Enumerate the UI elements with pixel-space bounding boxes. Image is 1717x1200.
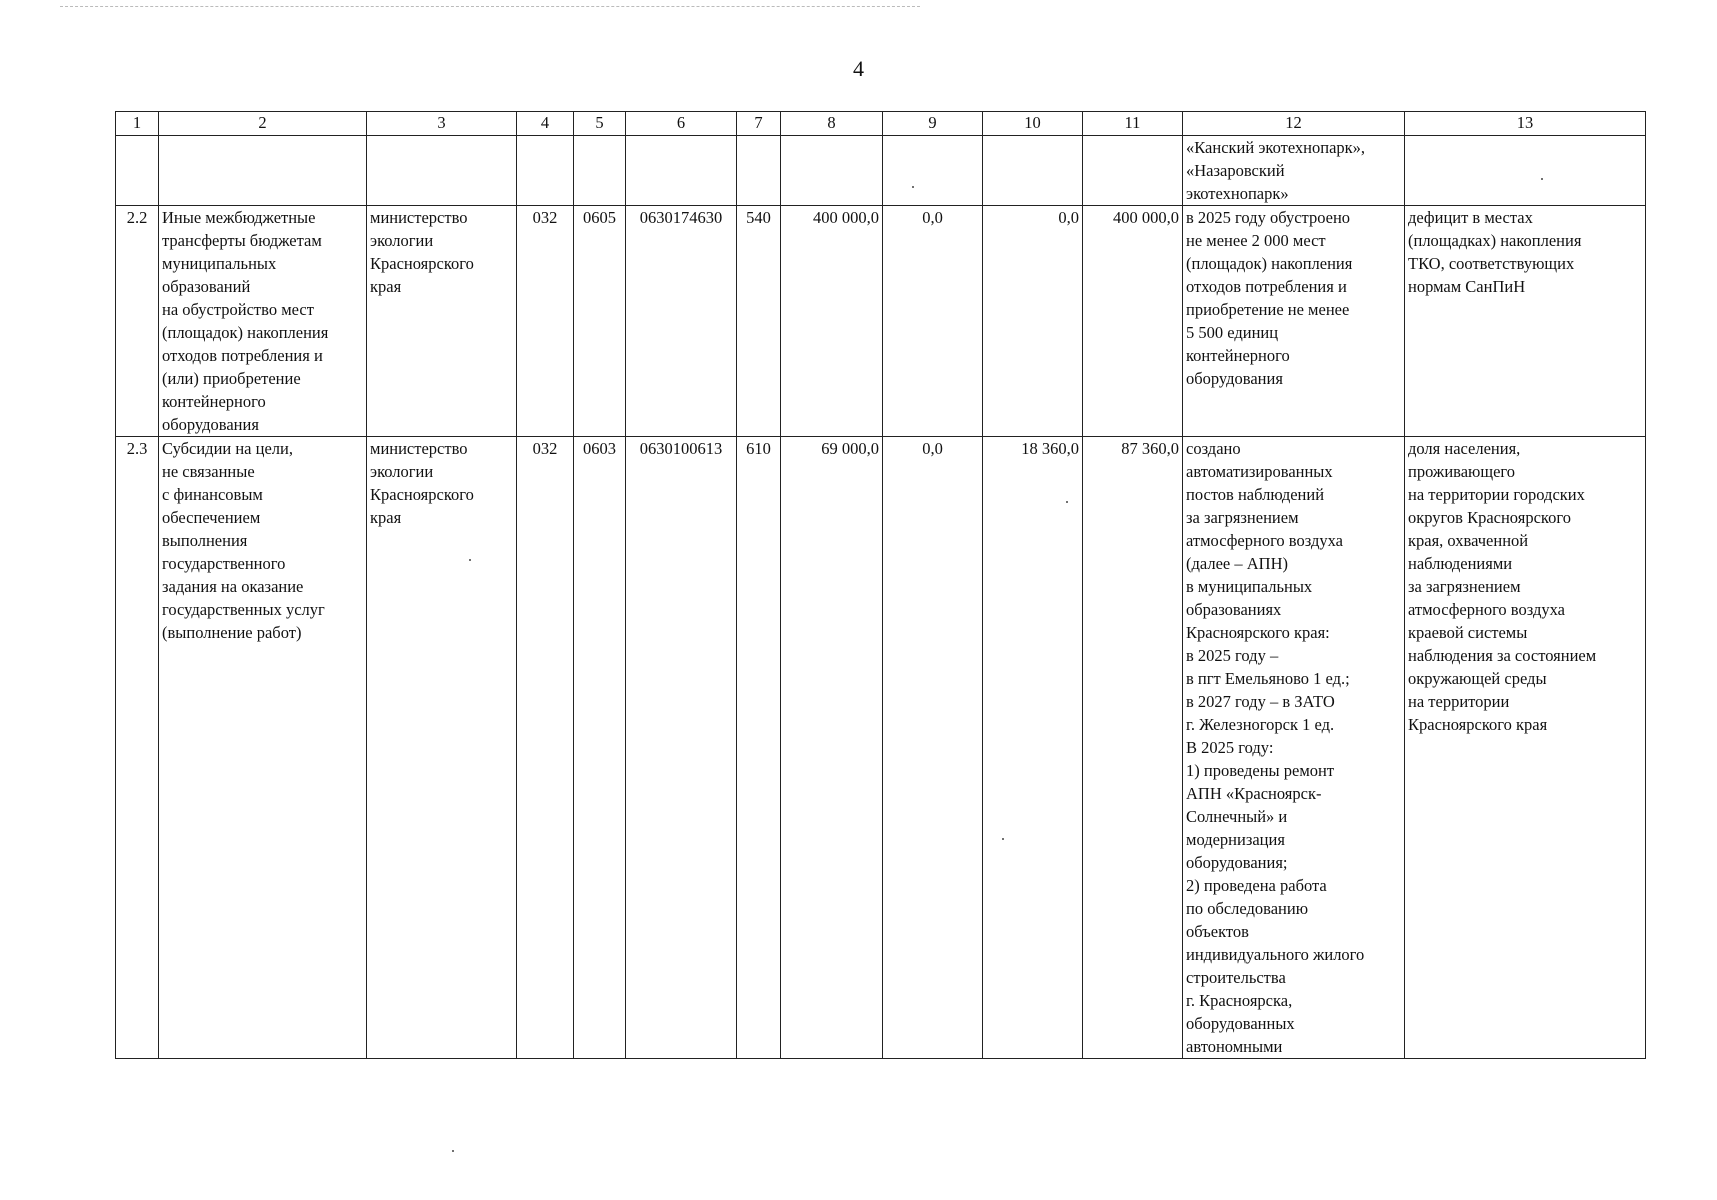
cell-result: создано автоматизированных постов наблюдений за загрязнением атмосферного воздуха (далее – АПН) в муниципальных образованиях Красноярского края: в 2025 году – в пгт Емельяново 1 ед.; в 2027 году – в ЗАТО г. Железногорск 1 ед. В 2025 году: 1) проведены ремонт АПН «Красноярск- Солнечный» и модернизация оборудования; 2) проведена работа по обследованию объектов индивидуального жилого строительства г. Красноярска, оборудованных автономными — [1183, 437, 1405, 1059]
scan-speck — [469, 559, 471, 561]
table-header-row — [116, 112, 1646, 136]
cell-justification: дефицит в местах (площадках) накопления ТКО, соответствующих нормам СанПиН — [1405, 206, 1646, 437]
cell-amount-2027: 0,0 — [983, 206, 1083, 437]
scan-top-rule — [60, 6, 920, 7]
column-header: 13 — [1405, 112, 1646, 136]
budget-table — [115, 111, 1646, 1059]
column-header: 3 — [367, 112, 517, 136]
column-header: 6 — [626, 112, 737, 136]
cell-amount-2026 — [883, 136, 983, 206]
cell-amount-2025: 69 000,0 — [781, 437, 883, 1059]
cell-grbs: 032 — [517, 437, 574, 1059]
scan-speck — [452, 1150, 454, 1152]
column-header: 11 — [1083, 112, 1183, 136]
cell-rzpr: 0603 — [574, 437, 626, 1059]
cell-vr — [737, 136, 781, 206]
column-header: 4 — [517, 112, 574, 136]
cell-amount-total: 400 000,0 — [1083, 206, 1183, 437]
cell-justification: доля населения, проживающего на территории городских округов Красноярского края, охваченной наблюдениями за загрязнением атмосферного воздуха краевой системы наблюдения за состоянием окружающей среды на территории Красноярского края — [1405, 437, 1646, 1059]
scan-speck — [1002, 838, 1004, 840]
scan-speck — [912, 186, 914, 188]
cell-administrator: министерство экологии Красноярского края — [367, 437, 517, 1059]
cell-amount-2027: 18 360,0 — [983, 437, 1083, 1059]
cell-result: в 2025 году обустроено не менее 2 000 мест (площадок) накопления отходов потребления и приобретение не менее 5 500 единиц контейнерного оборудования — [1183, 206, 1405, 437]
cell-amount-2025: 400 000,0 — [781, 206, 883, 437]
cell-csr: 0630174630 — [626, 206, 737, 437]
column-header: 7 — [737, 112, 781, 136]
cell-csr: 0630100613 — [626, 437, 737, 1059]
scan-speck — [1066, 501, 1068, 503]
cell-amount-2026: 0,0 — [883, 437, 983, 1059]
cell-name: Иные межбюджетные трансферты бюджетам муниципальных образований на обустройство мест (площадок) накопления отходов потребления и (или) приобретение контейнерного оборудования — [159, 206, 367, 437]
table-row — [116, 437, 1646, 1059]
cell-grbs: 032 — [517, 206, 574, 437]
cell-index: 2.3 — [116, 437, 159, 1059]
column-header: 12 — [1183, 112, 1405, 136]
cell-rzpr — [574, 136, 626, 206]
column-header: 2 — [159, 112, 367, 136]
cell-justification — [1405, 136, 1646, 206]
cell-result: «Канский экотехнопарк», «Назаровский экотехнопарк» — [1183, 136, 1405, 206]
cell-rzpr: 0605 — [574, 206, 626, 437]
cell-index — [116, 136, 159, 206]
column-header: 5 — [574, 112, 626, 136]
table-row — [116, 136, 1646, 206]
cell-name — [159, 136, 367, 206]
cell-csr — [626, 136, 737, 206]
cell-administrator — [367, 136, 517, 206]
cell-amount-total: 87 360,0 — [1083, 437, 1183, 1059]
cell-amount-2027 — [983, 136, 1083, 206]
cell-name: Субсидии на цели, не связанные с финансовым обеспечением выполнения государственного задания на оказание государственных услуг (выполнение работ) — [159, 437, 367, 1059]
cell-vr: 540 — [737, 206, 781, 437]
cell-index: 2.2 — [116, 206, 159, 437]
column-header: 10 — [983, 112, 1083, 136]
table-row — [116, 206, 1646, 437]
column-header: 1 — [116, 112, 159, 136]
cell-amount-2026: 0,0 — [883, 206, 983, 437]
cell-amount-total — [1083, 136, 1183, 206]
cell-grbs — [517, 136, 574, 206]
column-header: 9 — [883, 112, 983, 136]
cell-administrator: министерство экологии Красноярского края — [367, 206, 517, 437]
page-number: 4 — [853, 56, 864, 81]
cell-vr: 610 — [737, 437, 781, 1059]
column-header: 8 — [781, 112, 883, 136]
cell-amount-2025 — [781, 136, 883, 206]
scan-speck — [1541, 178, 1543, 180]
